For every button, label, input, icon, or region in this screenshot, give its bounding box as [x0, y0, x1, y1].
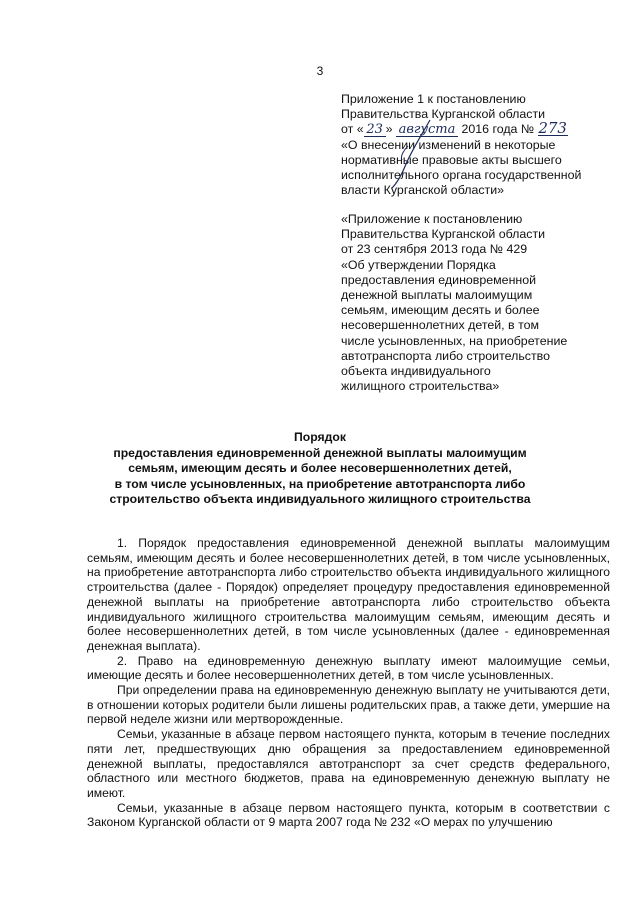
- appendix-1-line: власти Курганской области»: [341, 183, 505, 198]
- appendix-1-line: исполнительного органа государственной: [341, 168, 582, 183]
- appendix-2-line: несовершеннолетних детей, в том: [341, 318, 540, 333]
- date-middle: »: [385, 122, 393, 137]
- appendix-2-line: объекта индивидуального: [341, 364, 491, 379]
- paragraph: 1. Порядок предоставления единовременной денежной выплаты малоимущим семьям, имеющим десять и более несовершеннолетних детей, в том числе усыновленных, на приобретение автотранспорта либо строительство объекта индивидуального жилищного строительства (далее - Порядок) определяет процедуру предоставления единовременной денежной выплаты на приобретение автотранспорта либо строительство объекта индивидуального жилищного строительства малоимущим семьям, имеющим десять и более несовершеннолетних детей, в том числе усыновленных (далее - единовременная денежная выплата).: [87, 536, 610, 653]
- appendix-2-line: предоставления единовременной: [341, 272, 537, 287]
- document-body: [87, 536, 610, 830]
- handwritten-day: 23: [364, 123, 386, 137]
- title-line: в том числе усыновленных, на приобретение автотранспорта либо: [114, 476, 526, 491]
- appendix-2-block: [341, 212, 611, 394]
- appendix-2-line: Правительства Курганской области: [341, 227, 546, 242]
- document-title: [40, 430, 600, 508]
- date-year: 2016 года №: [461, 122, 535, 137]
- title-line: Порядок: [294, 430, 346, 444]
- title-line: строительство объекта индивидуального жилищного строительства: [109, 492, 531, 507]
- title-line: семьям, имеющим десять и более несовершеннолетних детей,: [128, 461, 512, 476]
- appendix-2-line: от 23 сентября 2013 года № 429: [341, 242, 528, 257]
- appendix-2-line: «Об утверждении Порядка: [341, 257, 496, 272]
- appendix-2-line: семьям, имеющим десять и более: [341, 303, 540, 318]
- appendix-1-date-line: [341, 119, 611, 138]
- appendix-1-line: нормативные правовые акты высшего: [341, 152, 562, 167]
- appendix-1-block: [341, 92, 611, 198]
- page-number: 3: [316, 64, 324, 78]
- appendix-2-line: «Приложение к постановлению: [341, 212, 523, 226]
- handwritten-month: августа: [396, 123, 458, 137]
- appendix-1-line: Приложение 1 к постановлению: [341, 92, 526, 106]
- paragraph: При определении права на единовременную денежную выплату не учитываются дети, в отношении которых родители были лишены родительских прав, а также дети, умершие на первой неделе жизни или мертворожденные.: [87, 683, 610, 727]
- appendix-2-line: числе усыновленных, на приобретение: [341, 333, 568, 348]
- appendix-1-line: «О внесении изменений в некоторые: [341, 137, 556, 152]
- appendix-1-line: Правительства Курганской области: [341, 107, 546, 122]
- date-prefix: от «: [341, 122, 364, 137]
- title-line: предоставления единовременной денежной выплаты малоимущим: [113, 445, 527, 460]
- appendix-2-line: денежной выплаты малоимущим: [341, 288, 533, 303]
- appendix-2-line: жилищного строительства»: [341, 379, 500, 394]
- paragraph: Семьи, указанные в абзаце первом настоящего пункта, которым в соответствии с Законом Курганской области от 9 марта 2007 года № 232 «О мерах по улучшению: [87, 800, 610, 830]
- paragraph: 2. Право на единовременную денежную выплату имеют малоимущие семьи, имеющие десять и более несовершеннолетних детей, в том числе усыновленных.: [87, 653, 610, 683]
- paragraph: Семьи, указанные в абзаце первом настоящего пункта, которым в течение последних пяти лет, предшествующих дню обращения за предоставлением единовременной денежной выплаты, предоставлялся автотранспорт за счет средств федерального, областного или местного бюджетов, права на единовременную денежную выплату не имеют.: [87, 727, 610, 800]
- handwritten-number: 273: [538, 119, 567, 138]
- appendix-2-line: автотранспорта либо строительство: [341, 348, 550, 363]
